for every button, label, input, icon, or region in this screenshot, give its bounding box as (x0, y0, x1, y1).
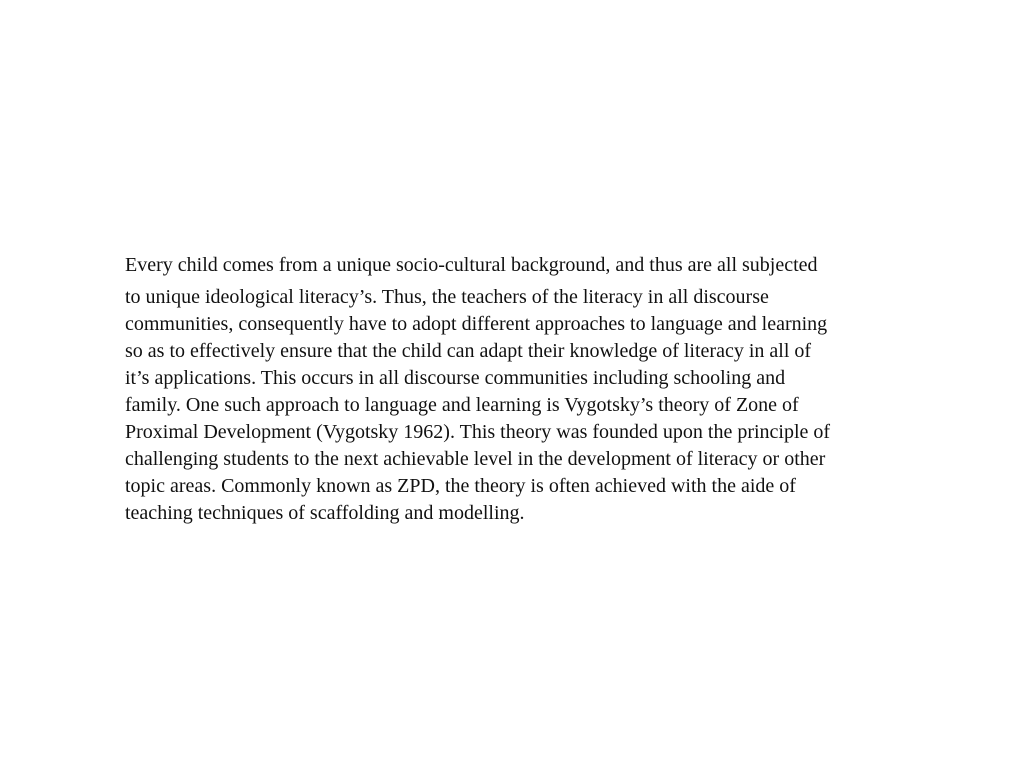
paragraph-line: teaching techniques of scaffolding and modelling. (125, 502, 525, 524)
paragraph-line: topic areas. Commonly known as ZPD, the theory is often achieved with the aide of (125, 475, 796, 497)
paragraph-line: Every child comes from a unique socio-cultural background, and thus are all subjected (125, 254, 818, 276)
body-paragraph (125, 252, 965, 527)
paragraph-line: challenging students to the next achievable level in the development of literacy or other (125, 448, 826, 470)
paragraph-line: it’s applications. This occurs in all discourse communities including schooling and (125, 367, 786, 389)
paragraph-line: Proximal Development (Vygotsky 1962). This theory was founded upon the principle of (125, 421, 831, 443)
paragraph-line: communities, consequently have to adopt different approaches to language and learning (125, 313, 828, 335)
paragraph-line: family. One such approach to language and learning is Vygotsky’s theory of Zone of (125, 394, 799, 416)
paragraph-line: to unique ideological literacy’s. Thus, the teachers of the literacy in all discourse (125, 286, 769, 308)
paragraph-line: so as to effectively ensure that the child can adapt their knowledge of literacy in all of (125, 340, 812, 362)
